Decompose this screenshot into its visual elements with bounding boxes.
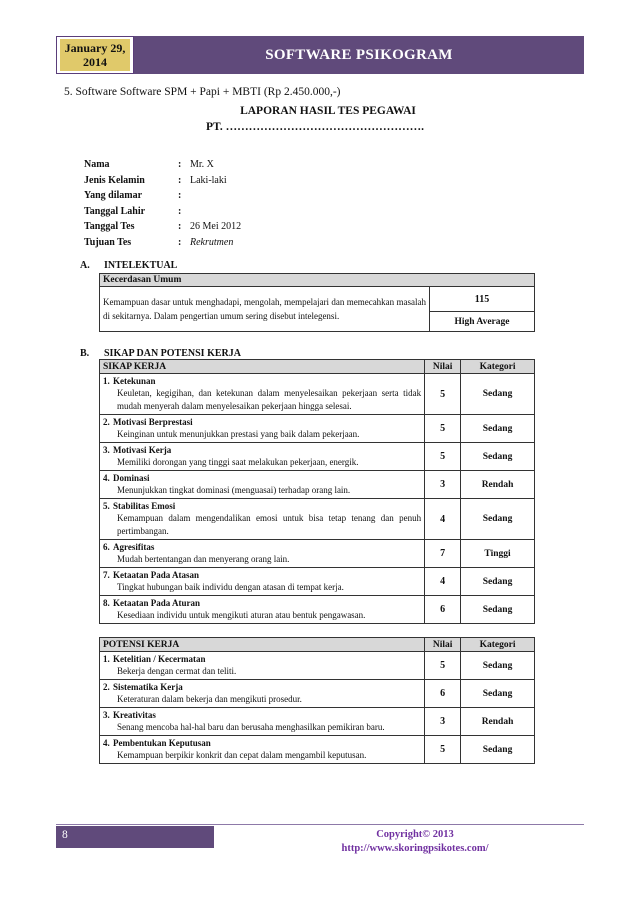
aspect-description: Tingkat hubungan baik individu dengan atasan di tempat kerja. — [117, 582, 344, 592]
aspect-cell — [100, 708, 425, 736]
header-title: SOFTWARE PSIKOGRAM — [134, 36, 584, 74]
aspect-category: Sedang — [461, 652, 535, 680]
identity-row: Yang dilamar : — [84, 190, 182, 202]
aspect-category: Rendah — [461, 708, 535, 736]
aspect-category: Sedang — [461, 680, 535, 708]
table-row — [100, 708, 535, 736]
table-row — [100, 736, 535, 764]
aspect-score: 3 — [425, 708, 461, 736]
table-row — [100, 499, 535, 540]
identity-row: Tanggal Lahir : — [84, 205, 182, 217]
aspect-name: 6. Agresifitas — [103, 542, 155, 552]
potensi-kerja-table — [99, 637, 535, 764]
aspect-description: Senang mencoba hal-hal baru dan berusaha menghasilkan pemikiran baru. — [117, 722, 385, 732]
aspect-score: 4 — [425, 568, 461, 596]
aspect-description: Kemampuan berpikir konkrit dan cepat dalam mengambil keputusan. — [117, 750, 367, 760]
identity-label: Tanggal Lahir — [84, 205, 146, 217]
aspect-description: Keuletan, kegigihan, dan ketekunan dalam menyelesaikan pekerjaan serta tidak mudah menyerah dalam menyelesaikan pekerjaan hingga selesai. — [117, 388, 422, 411]
section-a-title: INTELEKTUAL — [104, 260, 178, 271]
identity-label: Yang dilamar — [84, 190, 143, 202]
intellectual-table — [99, 273, 535, 332]
identity-block — [84, 157, 542, 250]
page-header — [56, 36, 584, 74]
header-date: January 29, 2014 — [60, 39, 130, 71]
report-title: LAPORAN HASIL TES PEGAWAI — [240, 105, 416, 117]
identity-row: Tujuan Tes : Rekrutmen — [84, 236, 234, 248]
aspect-name: 2. Motivasi Berprestasi — [103, 417, 193, 427]
aspect-score: 5 — [425, 415, 461, 443]
aspect-cell — [100, 443, 425, 471]
identity-row: Jenis Kelamin : Laki-laki — [84, 174, 227, 186]
potensi-col-nilai: Nilai — [425, 638, 461, 652]
header-date-box — [56, 36, 134, 74]
aspect-description: Keteraturan dalam bekerja dan mengikuti prosedur. — [117, 694, 302, 704]
table-row — [100, 443, 535, 471]
table-row — [100, 652, 535, 680]
intro-text: 5. Software Software SPM + Papi + MBTI (Rp 2.450.000,-) — [64, 86, 341, 98]
aspect-score: 4 — [425, 499, 461, 540]
table-row — [100, 374, 535, 415]
sikap-kerja-table — [99, 359, 535, 624]
identity-value: 26 Mei 2012 — [190, 221, 242, 233]
aspect-cell — [100, 596, 425, 624]
report-company: PT. ……………………………………………. — [206, 121, 424, 133]
sikap-header: SIKAP KERJA — [100, 360, 425, 374]
table-row — [100, 540, 535, 568]
footer-divider — [56, 824, 584, 825]
intellectual-category: High Average — [430, 312, 535, 332]
identity-label: Nama — [84, 159, 110, 171]
sikap-col-nilai: Nilai — [425, 360, 461, 374]
aspect-cell — [100, 471, 425, 499]
aspect-category: Sedang — [461, 568, 535, 596]
aspect-name: 8. Ketaatan Pada Aturan — [103, 598, 201, 608]
sikap-col-kategori: Kategori — [461, 360, 535, 374]
aspect-description: Memiliki dorongan yang tinggi saat melakukan pekerjaan, energik. — [117, 457, 359, 467]
intellectual-table-header: Kecerdasan Umum — [100, 274, 535, 287]
aspect-cell — [100, 540, 425, 568]
aspect-name: 7. Ketaatan Pada Atasan — [103, 570, 200, 580]
aspect-name: 5. Stabilitas Emosi — [103, 501, 176, 511]
identity-value: Rekrutmen — [190, 236, 234, 248]
aspect-name: 3. Kreativitas — [103, 710, 156, 720]
aspect-cell — [100, 499, 425, 540]
aspect-score: 5 — [425, 736, 461, 764]
aspect-cell — [100, 680, 425, 708]
aspect-name: 1. Ketelitian / Kecermatan — [103, 654, 206, 664]
aspect-category: Sedang — [461, 736, 535, 764]
section-a-heading: A. INTELEKTUAL — [80, 260, 178, 271]
aspect-description: Mudah bertentangan dan menyerang orang lain. — [117, 554, 290, 564]
aspect-cell — [100, 736, 425, 764]
aspect-category: Sedang — [461, 596, 535, 624]
table-row — [100, 415, 535, 443]
identity-label: Tanggal Tes — [84, 221, 135, 233]
table-row — [100, 471, 535, 499]
aspect-score: 6 — [425, 596, 461, 624]
potensi-col-kategori: Kategori — [461, 638, 535, 652]
page-number: 8 — [56, 826, 214, 848]
aspect-description: Keinginan untuk menunjukkan prestasi yang baik dalam pekerjaan. — [117, 429, 360, 439]
table-row — [100, 596, 535, 624]
table-row — [100, 680, 535, 708]
identity-row: Tanggal Tes : 26 Mei 2012 — [84, 221, 242, 233]
aspect-description: Kemampuan dalam mengendalikan emosi untuk bisa tetap tenang dan penuh pertimbangan. — [117, 513, 422, 536]
identity-value: Laki-laki — [190, 174, 227, 186]
footer-url: http://www.skoringpsikotes.com/ — [341, 843, 489, 854]
aspect-cell — [100, 652, 425, 680]
aspect-score: 6 — [425, 680, 461, 708]
aspect-cell — [100, 415, 425, 443]
intellectual-description: Kemampuan dasar untuk menghadapi, mengolah, mempelajari dan memecahkan masalah di sekitarnya. Dalam pengertian umum sering disebut intelegensi. — [100, 287, 430, 332]
aspect-description: Bekerja dengan cermat dan teliti. — [117, 666, 237, 676]
aspect-category: Sedang — [461, 443, 535, 471]
aspect-name: 4. Pembentukan Keputusan — [103, 738, 211, 748]
aspect-score: 5 — [425, 374, 461, 415]
intellectual-score: 115 — [430, 287, 535, 312]
aspect-name: 1. Ketekunan — [103, 376, 156, 386]
aspect-description: Menunjukkan tingkat dominasi (menguasai) terhadap orang lain. — [117, 485, 351, 495]
identity-row: Nama : Mr. X — [84, 159, 214, 171]
section-b-title: SIKAP DAN POTENSI KERJA — [104, 348, 241, 359]
report-scan — [80, 105, 542, 764]
identity-label: Jenis Kelamin — [84, 174, 145, 186]
identity-label: Tujuan Tes — [84, 236, 132, 248]
aspect-category: Sedang — [461, 499, 535, 540]
aspect-category: Sedang — [461, 374, 535, 415]
aspect-name: 3. Motivasi Kerja — [103, 445, 172, 455]
aspect-category: Rendah — [461, 471, 535, 499]
aspect-cell — [100, 568, 425, 596]
section-b-heading: B. SIKAP DAN POTENSI KERJA — [80, 348, 241, 359]
aspect-score: 5 — [425, 443, 461, 471]
footer-copyright — [300, 828, 530, 856]
aspect-name: 2. Sistematika Kerja — [103, 682, 183, 692]
potensi-header: POTENSI KERJA — [100, 638, 425, 652]
aspect-category: Tinggi — [461, 540, 535, 568]
aspect-cell — [100, 374, 425, 415]
identity-value: Mr. X — [190, 159, 214, 171]
aspect-category: Sedang — [461, 415, 535, 443]
table-row — [100, 568, 535, 596]
aspect-score: 7 — [425, 540, 461, 568]
aspect-score: 5 — [425, 652, 461, 680]
aspect-description: Kesediaan individu untuk mengikuti aturan atau bentuk pengawasan. — [117, 610, 366, 620]
copyright-text: Copyright© 2013 — [376, 829, 454, 840]
aspect-score: 3 — [425, 471, 461, 499]
aspect-name: 4. Dominasi — [103, 473, 150, 483]
